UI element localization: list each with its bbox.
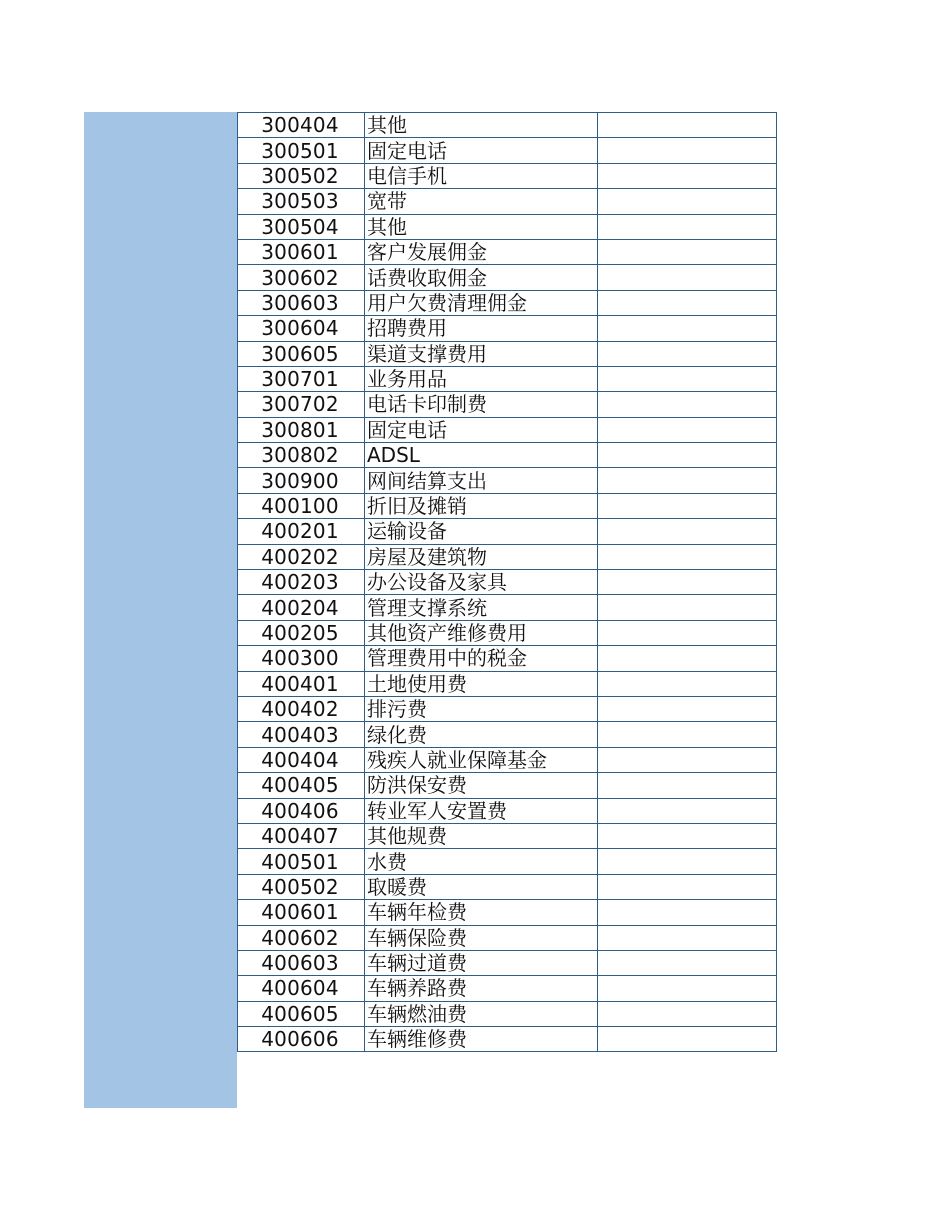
account-code-cell[interactable]: 400502 (238, 874, 365, 899)
account-code-cell[interactable]: 300604 (238, 316, 365, 341)
amount-cell[interactable] (598, 265, 777, 290)
table-row (238, 113, 777, 138)
amount-cell[interactable] (598, 620, 777, 645)
table-row (238, 366, 777, 391)
account-name-cell[interactable]: 车辆养路费 (365, 976, 598, 1001)
account-code-cell[interactable]: 300602 (238, 265, 365, 290)
table-row (238, 443, 777, 468)
account-name-cell[interactable]: 宽带 (365, 189, 598, 214)
amount-cell[interactable] (598, 443, 777, 468)
account-name-cell[interactable]: 用户欠费清理佣金 (365, 290, 598, 315)
amount-cell[interactable] (598, 1001, 777, 1026)
table-row (238, 163, 777, 188)
category-fill-block (84, 112, 237, 1108)
account-code-cell[interactable]: 300503 (238, 189, 365, 214)
account-code-cell[interactable]: 400601 (238, 900, 365, 925)
table-row (238, 747, 777, 772)
table-row (238, 823, 777, 848)
account-code-cell[interactable]: 400606 (238, 1027, 365, 1052)
amount-cell[interactable] (598, 214, 777, 239)
account-code-cell[interactable]: 400404 (238, 747, 365, 772)
amount-cell[interactable] (598, 341, 777, 366)
account-code-cell[interactable]: 400605 (238, 1001, 365, 1026)
table-row (238, 341, 777, 366)
amount-cell[interactable] (598, 925, 777, 950)
amount-cell[interactable] (598, 1027, 777, 1052)
account-code-cell[interactable]: 400406 (238, 798, 365, 823)
account-code-cell[interactable]: 400603 (238, 950, 365, 975)
account-name-cell[interactable]: 管理支撑系统 (365, 595, 598, 620)
amount-cell[interactable] (598, 417, 777, 442)
account-code-cell[interactable]: 300605 (238, 341, 365, 366)
account-name-cell[interactable]: 其他 (365, 214, 598, 239)
account-name-cell[interactable]: 排污费 (365, 696, 598, 721)
account-name-cell[interactable]: 话费收取佣金 (365, 265, 598, 290)
account-code-cell[interactable]: 400201 (238, 519, 365, 544)
table-row (238, 595, 777, 620)
account-name-cell[interactable]: 车辆维修费 (365, 1027, 598, 1052)
amount-cell[interactable] (598, 722, 777, 747)
account-code-cell[interactable]: 400204 (238, 595, 365, 620)
account-name-cell[interactable]: 防洪保安费 (365, 773, 598, 798)
table-row (238, 417, 777, 442)
amount-cell[interactable] (598, 671, 777, 696)
account-name-cell[interactable]: 网间结算支出 (365, 468, 598, 493)
account-code-cell[interactable]: 300801 (238, 417, 365, 442)
account-code-cell[interactable]: 300502 (238, 163, 365, 188)
account-code-cell[interactable]: 400100 (238, 493, 365, 518)
account-code-cell[interactable]: 400602 (238, 925, 365, 950)
table-row (238, 544, 777, 569)
table-row (238, 189, 777, 214)
table-row (238, 138, 777, 163)
account-name-cell[interactable]: 业务用品 (365, 366, 598, 391)
table-row (238, 493, 777, 518)
table-row (238, 874, 777, 899)
amount-cell[interactable] (598, 138, 777, 163)
table-row (238, 1001, 777, 1026)
amount-cell[interactable] (598, 823, 777, 848)
table-row (238, 773, 777, 798)
table-row (238, 519, 777, 544)
amount-cell[interactable] (598, 544, 777, 569)
table-body (238, 113, 777, 1052)
account-name-cell[interactable]: 电话卡印制费 (365, 392, 598, 417)
account-name-cell[interactable]: 车辆年检费 (365, 900, 598, 925)
amount-cell[interactable] (598, 239, 777, 264)
table-row (238, 1027, 777, 1052)
account-name-cell[interactable]: 客户发展佣金 (365, 239, 598, 264)
table-row (238, 239, 777, 264)
table-row (238, 950, 777, 975)
amount-cell[interactable] (598, 570, 777, 595)
table-row (238, 798, 777, 823)
amount-cell[interactable] (598, 290, 777, 315)
amount-cell[interactable] (598, 163, 777, 188)
account-name-cell[interactable]: 转业军人安置费 (365, 798, 598, 823)
account-name-cell[interactable]: 其他 (365, 113, 598, 138)
amount-cell[interactable] (598, 646, 777, 671)
account-code-cell[interactable]: 400300 (238, 646, 365, 671)
account-name-cell[interactable]: 办公设备及家具 (365, 570, 598, 595)
account-name-cell[interactable]: 房屋及建筑物 (365, 544, 598, 569)
amount-cell[interactable] (598, 798, 777, 823)
account-name-cell[interactable]: 其他规费 (365, 823, 598, 848)
table-row (238, 392, 777, 417)
amount-cell[interactable] (598, 900, 777, 925)
amount-cell[interactable] (598, 189, 777, 214)
account-name-cell[interactable]: 土地使用费 (365, 671, 598, 696)
amount-cell[interactable] (598, 747, 777, 772)
amount-cell[interactable] (598, 849, 777, 874)
account-name-cell[interactable]: 电信手机 (365, 163, 598, 188)
account-name-cell[interactable]: 招聘费用 (365, 316, 598, 341)
table-row (238, 316, 777, 341)
account-code-cell[interactable]: 400604 (238, 976, 365, 1001)
amount-cell[interactable] (598, 316, 777, 341)
account-code-cell[interactable]: 400405 (238, 773, 365, 798)
account-code-cell[interactable]: 400401 (238, 671, 365, 696)
account-name-cell[interactable]: 绿化费 (365, 722, 598, 747)
account-code-cell[interactable]: 400501 (238, 849, 365, 874)
account-code-cell[interactable]: 400203 (238, 570, 365, 595)
amount-cell[interactable] (598, 874, 777, 899)
expense-code-table (237, 112, 777, 1052)
account-name-cell[interactable]: ADSL (365, 443, 598, 468)
table-row (238, 671, 777, 696)
account-name-cell[interactable]: 车辆过道费 (365, 950, 598, 975)
table-row (238, 214, 777, 239)
table-row (238, 265, 777, 290)
account-name-cell[interactable]: 渠道支撑费用 (365, 341, 598, 366)
table-row (238, 849, 777, 874)
amount-cell[interactable] (598, 595, 777, 620)
account-code-cell[interactable]: 300601 (238, 239, 365, 264)
table-row (238, 925, 777, 950)
table-row (238, 620, 777, 645)
account-name-cell[interactable]: 管理费用中的税金 (365, 646, 598, 671)
account-name-cell[interactable]: 固定电话 (365, 138, 598, 163)
amount-cell[interactable] (598, 950, 777, 975)
account-code-cell[interactable]: 400407 (238, 823, 365, 848)
account-code-cell[interactable]: 400402 (238, 696, 365, 721)
account-name-cell[interactable]: 车辆燃油费 (365, 1001, 598, 1026)
account-code-cell[interactable]: 400202 (238, 544, 365, 569)
account-code-cell[interactable]: 300701 (238, 366, 365, 391)
amount-cell[interactable] (598, 113, 777, 138)
account-code-cell[interactable]: 400205 (238, 620, 365, 645)
table-row (238, 290, 777, 315)
table-row (238, 976, 777, 1001)
account-name-cell[interactable]: 运输设备 (365, 519, 598, 544)
account-code-cell[interactable]: 300504 (238, 214, 365, 239)
table-row (238, 900, 777, 925)
amount-cell[interactable] (598, 976, 777, 1001)
amount-cell[interactable] (598, 773, 777, 798)
account-name-cell[interactable]: 其他资产维修费用 (365, 620, 598, 645)
amount-cell[interactable] (598, 392, 777, 417)
table-row (238, 646, 777, 671)
amount-cell[interactable] (598, 696, 777, 721)
table-row (238, 468, 777, 493)
account-name-cell[interactable]: 折旧及摊销 (365, 493, 598, 518)
amount-cell[interactable] (598, 519, 777, 544)
table-row (238, 570, 777, 595)
account-code-cell[interactable]: 300501 (238, 138, 365, 163)
account-code-cell[interactable]: 300802 (238, 443, 365, 468)
account-name-cell[interactable]: 水费 (365, 849, 598, 874)
account-code-cell[interactable]: 300404 (238, 113, 365, 138)
table-row (238, 722, 777, 747)
account-code-cell[interactable]: 300900 (238, 468, 365, 493)
account-name-cell[interactable]: 残疾人就业保障基金 (365, 747, 598, 772)
account-code-cell[interactable]: 400403 (238, 722, 365, 747)
account-code-cell[interactable]: 300702 (238, 392, 365, 417)
amount-cell[interactable] (598, 493, 777, 518)
amount-cell[interactable] (598, 468, 777, 493)
account-code-cell[interactable]: 300603 (238, 290, 365, 315)
account-name-cell[interactable]: 固定电话 (365, 417, 598, 442)
account-name-cell[interactable]: 车辆保险费 (365, 925, 598, 950)
amount-cell[interactable] (598, 366, 777, 391)
account-name-cell[interactable]: 取暖费 (365, 874, 598, 899)
table-row (238, 696, 777, 721)
